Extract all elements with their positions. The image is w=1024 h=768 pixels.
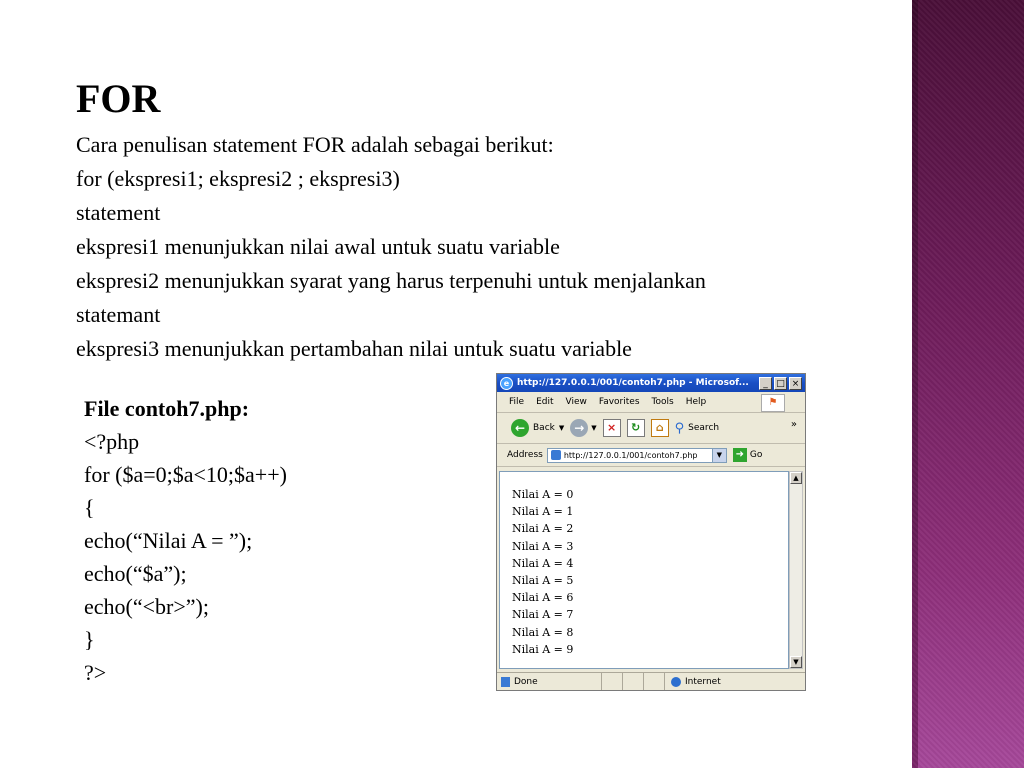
output-line: Nilai A = 6 (512, 591, 574, 605)
body-line: statement (76, 200, 161, 225)
output-line: Nilai A = 9 (512, 642, 574, 656)
code-line: ?> (84, 660, 107, 685)
output-line: Nilai A = 5 (512, 574, 574, 588)
minimize-button[interactable]: _ (759, 377, 772, 390)
forward-button[interactable] (570, 419, 596, 437)
address-bar (497, 444, 805, 467)
close-button[interactable]: × (789, 377, 802, 390)
slide-title: FOR (76, 76, 161, 121)
status-cell (602, 673, 623, 690)
stop-button[interactable] (603, 419, 621, 437)
window-title: http://127.0.0.1/001/contoh7.php - Microsof... (517, 378, 749, 388)
output-line: Nilai A = 0 (512, 488, 574, 501)
slide-body (76, 128, 906, 366)
go-button[interactable] (733, 448, 762, 462)
output-line: Nilai A = 7 (512, 608, 574, 622)
code-line: echo(“Nilai A = ”); (84, 528, 253, 553)
scroll-down-icon[interactable]: ▼ (790, 656, 802, 668)
page-icon (501, 677, 510, 687)
menu-edit[interactable]: Edit (536, 397, 554, 407)
menu-file[interactable]: File (509, 397, 525, 407)
back-arrow-icon: ← (511, 419, 529, 437)
address-url: http://127.0.0.1/001/contoh7.php (563, 450, 698, 460)
windows-logo-icon: ⚑ (761, 394, 785, 412)
body-line: Cara penulisan statement FOR adalah sebagai berikut: (76, 132, 554, 157)
body-line: ekspresi2 menunjukkan syarat yang harus terpenuhi untuk menjalankan (76, 268, 706, 293)
status-done (497, 673, 602, 690)
status-cell (623, 673, 644, 690)
output-line: Nilai A = 8 (512, 625, 574, 639)
body-line: ekspresi3 menunjukkan pertambahan nilai untuk suatu variable (76, 336, 632, 361)
search-button[interactable] (675, 421, 719, 436)
refresh-button[interactable] (627, 419, 645, 437)
status-zone (665, 677, 721, 687)
menu-view[interactable]: View (565, 397, 587, 407)
output-line: Nilai A = 1 (512, 505, 574, 519)
stop-icon: × (603, 419, 621, 437)
code-file-title: File contoh7.php: (84, 396, 250, 421)
status-text: Done (514, 676, 538, 687)
decorative-side-band (912, 0, 1024, 768)
code-line: } (84, 627, 95, 652)
search-label: Search (688, 423, 720, 433)
menu-favorites[interactable]: Favorites (598, 397, 640, 407)
home-button[interactable] (651, 419, 669, 437)
code-line: { (84, 495, 95, 520)
back-button[interactable] (511, 419, 564, 437)
refresh-icon: ↻ (627, 419, 645, 437)
status-cell (644, 673, 665, 690)
ie-icon: e (500, 377, 513, 390)
body-line: statemant (76, 302, 161, 327)
chevron-down-icon: ▼ (591, 424, 597, 432)
maximize-button[interactable]: □ (774, 377, 787, 390)
browser-window-screenshot (496, 373, 806, 691)
toolbar-overflow-icon[interactable]: » (790, 419, 797, 430)
menu-tools[interactable]: Tools (651, 397, 674, 407)
forward-arrow-icon: → (570, 419, 588, 437)
code-line: <?php (84, 429, 140, 454)
body-line: ekspresi1 menunjukkan nilai awal untuk suatu variable (76, 234, 560, 259)
output-line: Nilai A = 4 (512, 556, 574, 570)
vertical-scrollbar[interactable] (789, 471, 803, 669)
menu-help[interactable]: Help (685, 397, 707, 407)
scroll-up-icon[interactable]: ▲ (790, 472, 802, 484)
back-label: Back (533, 423, 555, 433)
output-line: Nilai A = 2 (512, 522, 574, 536)
code-sample (84, 392, 287, 689)
body-line: for (ekspresi1; ekspresi2 ; ekspresi3) (76, 166, 400, 191)
search-icon: ⚲ (674, 420, 685, 436)
zone-text: Internet (685, 676, 721, 687)
globe-icon (671, 677, 681, 687)
go-arrow-icon: ➜ (733, 448, 747, 462)
status-bar (497, 672, 805, 690)
code-line: for ($a=0;$a<10;$a++) (84, 462, 287, 487)
chevron-down-icon[interactable]: ▼ (712, 449, 726, 462)
code-line: echo(“<br>”); (84, 594, 209, 619)
chevron-down-icon: ▼ (558, 424, 565, 432)
address-input[interactable] (547, 448, 727, 463)
browser-titlebar (497, 374, 805, 392)
go-label: Go (749, 450, 763, 460)
menu-bar (497, 392, 805, 413)
page-content (499, 471, 789, 669)
address-label: Address (507, 450, 543, 460)
browser-toolbar (497, 413, 805, 444)
output-line: Nilai A = 3 (512, 539, 574, 553)
home-icon: ⌂ (651, 419, 669, 437)
page-icon (551, 450, 561, 460)
code-line: echo(“$a”); (84, 561, 187, 586)
